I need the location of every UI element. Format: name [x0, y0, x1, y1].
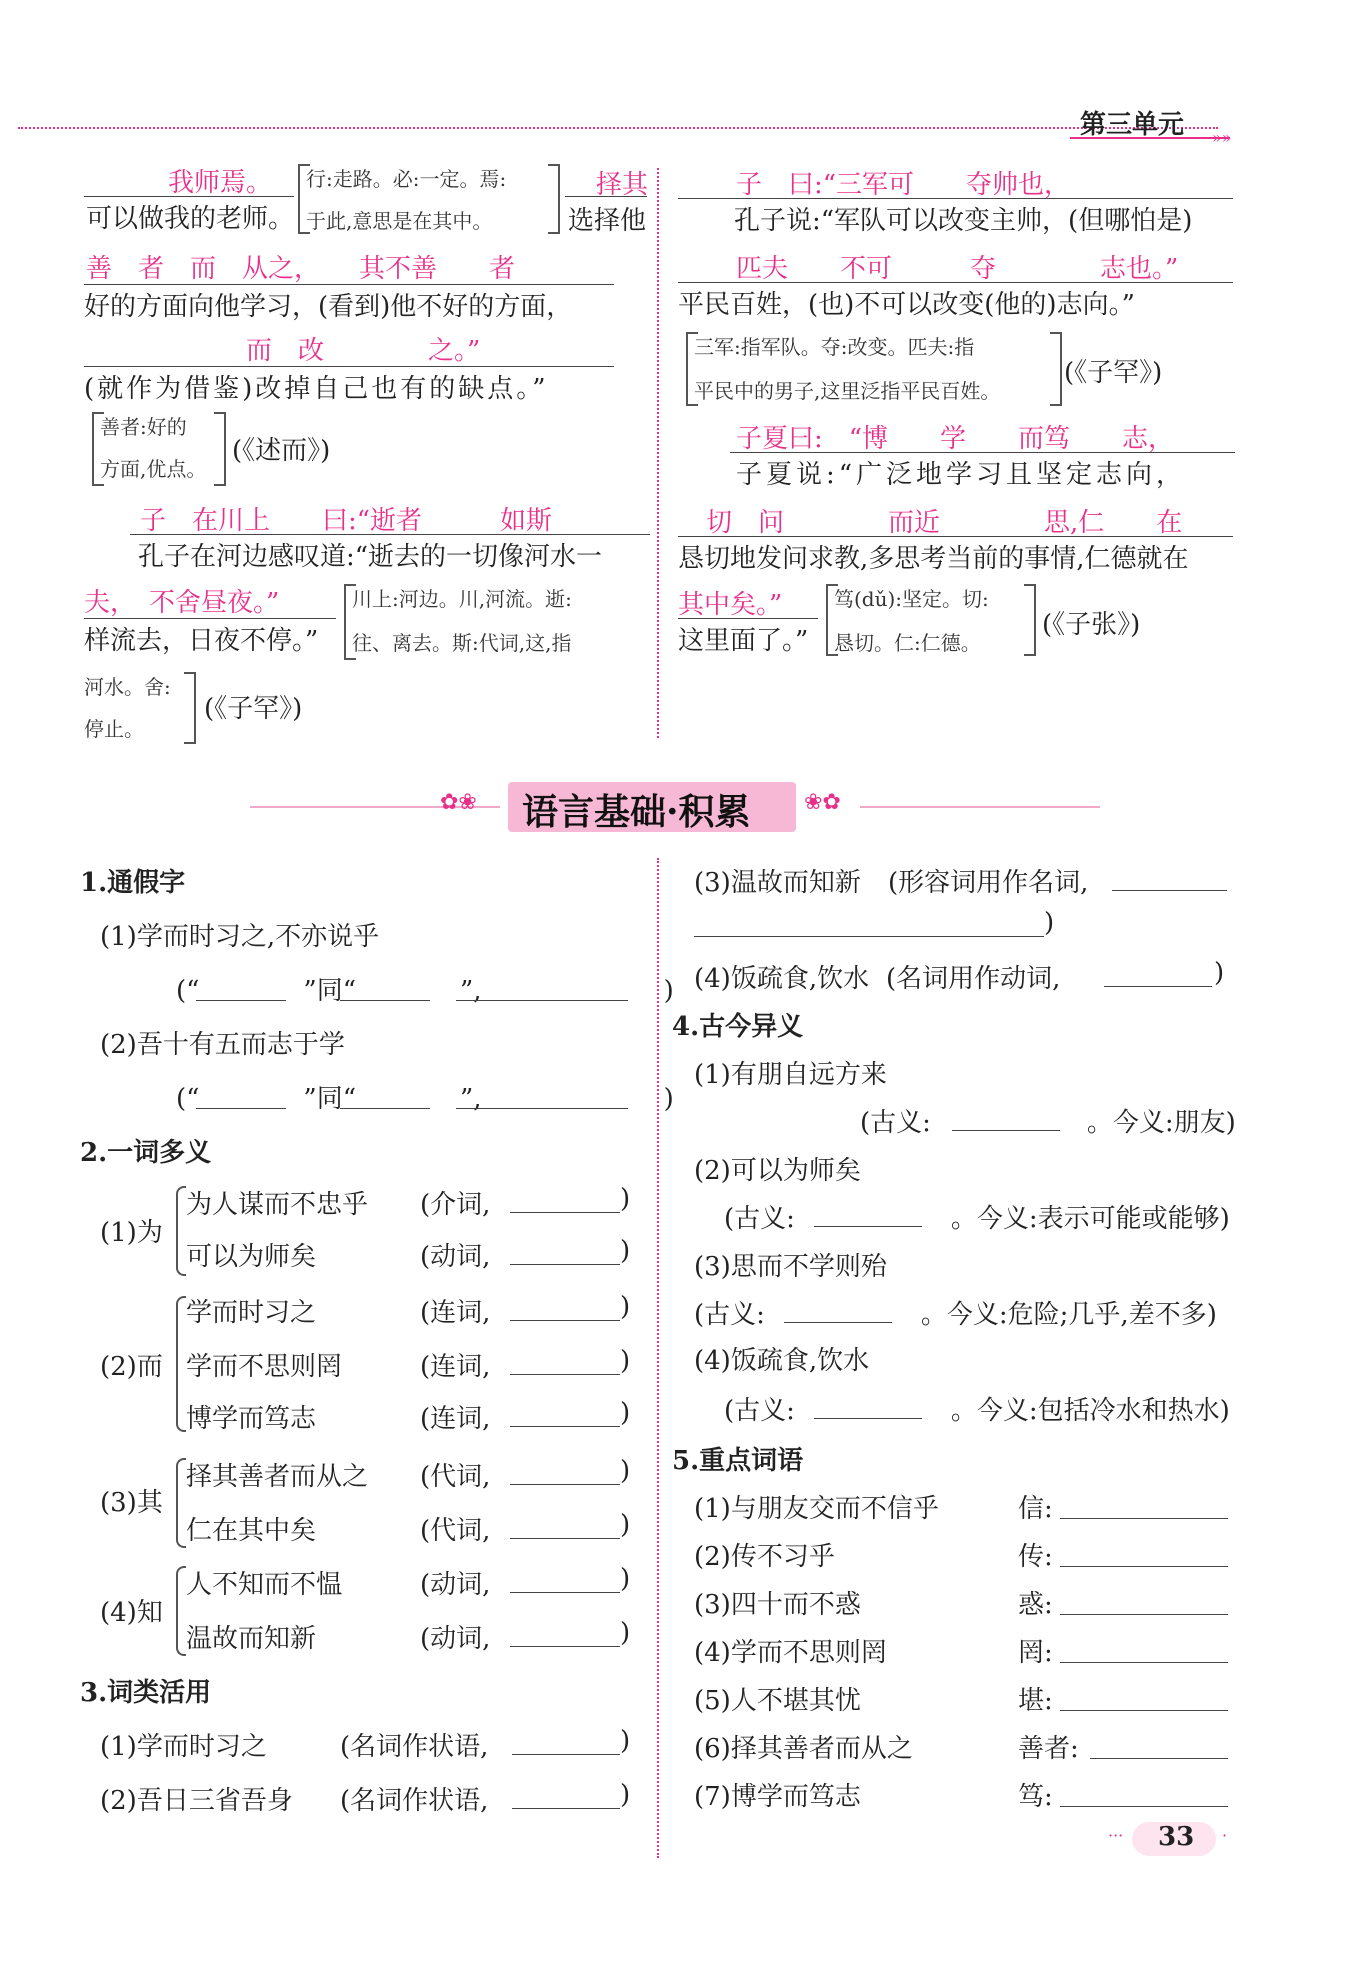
blank-line[interactable]: [196, 1108, 286, 1109]
q2-4-a: 人不知而不愠: [186, 1570, 343, 1600]
blank-line[interactable]: [510, 1592, 620, 1593]
q5-item-key: 笃:: [1018, 1782, 1053, 1812]
q1-2-fill[interactable]: (“ ”同“ ”, ): [176, 1084, 674, 1114]
page-number: 33: [1158, 1822, 1195, 1852]
note-bracket-right: [1050, 332, 1062, 406]
q2-4-b: 温故而知新: [186, 1624, 317, 1654]
note-bracket-right: [214, 412, 226, 486]
left-p3-pink: 而 改 之。”: [246, 336, 481, 366]
close-paren: ): [620, 1236, 631, 1266]
right-p5-note2: 恳切。仁:仁德。: [834, 631, 981, 655]
underline: [678, 198, 1233, 199]
right-p4-pink: 切 问 而近 思,仁 在: [706, 508, 1183, 538]
blank-line[interactable]: [510, 1320, 620, 1321]
blank-line[interactable]: [512, 1754, 620, 1755]
blank-line[interactable]: [814, 1418, 922, 1419]
q4-1: (1)有朋自远方来: [694, 1060, 887, 1090]
section-title: 语言基础·积累: [522, 791, 751, 833]
q2-1-label: (1)为: [100, 1218, 163, 1248]
q3-4-type: (名词用作动词,: [886, 964, 1061, 994]
blank-line[interactable]: [1060, 1518, 1228, 1519]
underline: [84, 618, 336, 619]
blank-line[interactable]: [340, 1108, 430, 1109]
column-divider-bottom: [657, 858, 659, 1858]
underline: [678, 618, 818, 619]
underline: [678, 282, 1233, 283]
brace: [176, 1296, 186, 1432]
blank-line[interactable]: [510, 1646, 620, 1647]
right-p2-note2: 平民中的男子,这里泛指平民百姓。: [694, 379, 1001, 403]
q5-item-question: (4)学而不思则罔: [694, 1638, 887, 1668]
left-p5-trans: 样流去，日夜不停。”: [84, 626, 319, 656]
q2-3-a: 择其善者而从之: [186, 1462, 369, 1492]
q3-2: (2)吾日三省吾身: [100, 1786, 293, 1816]
underline: [730, 452, 1235, 453]
blank-line[interactable]: [1060, 1566, 1228, 1567]
q2-2-a: 学而时习之: [186, 1298, 317, 1328]
left-p5-pink: 夫， 不舍昼夜。”: [84, 588, 280, 618]
q2-1-b: 可以为师矣: [186, 1242, 317, 1272]
close-paren: ): [620, 1564, 631, 1594]
close-paren: ): [620, 1618, 631, 1648]
q5-title: 5.重点词语: [672, 1446, 804, 1476]
blank-line[interactable]: [510, 1374, 620, 1375]
q2-4-a-type: (动词,: [420, 1570, 491, 1600]
left-p4-trans: 孔子在河边感叹道:“逝去的一切像河水一: [138, 542, 603, 572]
left-p2-trans: 好的方面向他学习，(看到)他不好的方面，: [84, 292, 573, 322]
left-p1-note2: 于此,意思是在其中。: [306, 209, 493, 233]
right-p2-pink: 匹夫 不可 夺 志也。”: [736, 254, 1179, 284]
header-unit: 第三单元: [1080, 110, 1185, 140]
q2-1-a-type: (介词,: [420, 1190, 491, 1220]
q5-item-key: 惑:: [1018, 1590, 1053, 1620]
blank-line[interactable]: [456, 1000, 628, 1001]
page-number-dots-icon: ···: [1108, 1826, 1124, 1845]
q5-item-key: 堪:: [1018, 1686, 1053, 1716]
q3-3: (3)温故而知新: [694, 868, 861, 898]
blank-line[interactable]: [340, 1000, 430, 1001]
underline: [565, 196, 647, 197]
banner-line-right: [860, 806, 1100, 808]
q3-title: 3.词类活用: [80, 1678, 212, 1708]
q3-4: (4)饭疏食,饮水: [694, 964, 870, 994]
left-p3-note2: 方面,优点。: [100, 457, 207, 481]
close-paren: ): [1044, 908, 1055, 938]
q4-2: (2)可以为师矣: [694, 1156, 861, 1186]
q4-2-fill[interactable]: (古义: 。今义:表示可能或能够): [724, 1204, 1230, 1234]
blank-line[interactable]: [1060, 1614, 1228, 1615]
q2-2-b: 学而不思则罔: [186, 1352, 343, 1382]
q5-item-question: (1)与朋友交而不信乎: [694, 1494, 939, 1524]
q5-item-key: 善者:: [1018, 1734, 1079, 1764]
brace: [176, 1186, 186, 1276]
q2-2-c: 博学而笃志: [186, 1404, 317, 1434]
q1-title: 1.通假字: [80, 868, 186, 898]
right-p2-note1: 三军:指军队。夺:改变。匹夫:指: [694, 335, 975, 359]
q3-1: (1)学而时习之: [100, 1732, 267, 1762]
left-p5-note3: 河水。舍:: [84, 675, 171, 699]
left-p5-note1: 川上:河边。川,河流。逝:: [352, 587, 572, 611]
close-paren: ): [620, 1456, 631, 1486]
left-p1-trans2: 选择他: [568, 206, 647, 236]
q5-item-question: (2)传不习乎: [694, 1542, 835, 1572]
header-arrow-icon: »»: [1212, 128, 1232, 147]
q3-2-type: (名词作状语,: [340, 1786, 489, 1816]
blank-line[interactable]: [512, 1808, 620, 1809]
blank-line[interactable]: [1060, 1662, 1228, 1663]
q5-item-key: 罔:: [1018, 1638, 1053, 1668]
right-p1-pink: 子 曰:“三军可 夺帅也，: [736, 170, 1071, 200]
column-divider-top: [657, 168, 659, 738]
left-p1-pink2: 择其: [596, 170, 649, 200]
q3-1-type: (名词作状语,: [340, 1732, 489, 1762]
left-p1-note1: 行:走路。必:一定。焉:: [306, 167, 507, 191]
right-p5-pink: 其中矣。”: [678, 590, 783, 620]
blank-line[interactable]: [196, 1000, 286, 1001]
blank-line[interactable]: [510, 1212, 620, 1213]
left-p4-pink: 子 在川上 曰:“逝者 如斯: [140, 506, 553, 536]
right-p1-trans: 孔子说:“军队可以改变主帅，(但哪怕是): [734, 206, 1193, 236]
close-paren: ): [1214, 958, 1225, 988]
banner-swirl-left-icon: ✿❀: [440, 790, 477, 815]
right-p3-trans: 子夏说:“广泛地学习且坚定志向，: [736, 460, 1187, 490]
header-dotted-line: [18, 127, 1218, 129]
right-p4-trans: 恳切地发问求教,多思考当前的事情,仁德就在: [678, 544, 1189, 574]
close-paren: ): [620, 1726, 631, 1756]
blank-line[interactable]: [1060, 1806, 1228, 1807]
close-paren: ): [620, 1292, 631, 1322]
q1-1-fill[interactable]: (“ ”同“ ”, ): [176, 976, 674, 1006]
close-paren: ): [620, 1184, 631, 1214]
q5-item-key: 传:: [1018, 1542, 1053, 1572]
q2-2-b-type: (连词,: [420, 1352, 491, 1382]
page-number-dots-right-icon: ·: [1222, 1826, 1228, 1845]
right-p2-source: (《子罕》): [1064, 358, 1163, 388]
q4-3-fill[interactable]: (古义: 。今义:危险;几乎,差不多): [694, 1300, 1217, 1330]
q2-1-b-type: (动词,: [420, 1242, 491, 1272]
q2-2-c-type: (连词,: [420, 1404, 491, 1434]
left-p5-note4: 停止。: [84, 717, 144, 741]
blank-line[interactable]: [510, 1484, 620, 1485]
q2-2-a-type: (连词,: [420, 1298, 491, 1328]
right-p3-pink: 子夏曰: “博 学 而笃 志，: [736, 424, 1175, 454]
blank-line[interactable]: [1112, 890, 1227, 891]
q5-item-question: (6)择其善者而从之: [694, 1734, 913, 1764]
underline: [84, 366, 614, 367]
header-underline: [1070, 137, 1230, 139]
close-paren: ): [620, 1346, 631, 1376]
blank-line[interactable]: [510, 1538, 620, 1539]
close-paren: ): [620, 1510, 631, 1540]
left-p5-note2: 往、离去。斯:代词,这,指: [352, 631, 572, 655]
q5-item-question: (5)人不堪其忧: [694, 1686, 861, 1716]
q1-2: (2)吾十有五而志于学: [100, 1030, 345, 1060]
left-p2-pink: 善 者 而 从之， 其不善 者: [86, 254, 516, 284]
q5-item-key: 信:: [1018, 1494, 1053, 1524]
blank-line[interactable]: [1090, 1758, 1228, 1759]
blank-line[interactable]: [456, 1108, 628, 1109]
left-p1-pink: 我师焉。: [168, 168, 273, 198]
note-bracket-right: [1024, 584, 1036, 656]
q2-3-b: 仁在其中矣: [186, 1516, 317, 1546]
blank-line[interactable]: [694, 936, 1044, 937]
blank-line[interactable]: [1060, 1710, 1228, 1711]
left-p1-trans: 可以做我的老师。: [86, 204, 295, 234]
blank-line[interactable]: [784, 1322, 892, 1323]
blank-line[interactable]: [1104, 986, 1212, 987]
q2-4-b-type: (动词,: [420, 1624, 491, 1654]
q2-3-label: (3)其: [100, 1488, 163, 1518]
left-p5-source: (《子罕》): [204, 694, 303, 724]
q2-1-a: 为人谋而不忠乎: [186, 1190, 369, 1220]
q5-item-question: (7)博学而笃志: [694, 1782, 861, 1812]
q5-item-question: (3)四十而不惑: [694, 1590, 861, 1620]
left-p3-source: (《述而》): [232, 436, 331, 466]
banner-swirl-right-icon: ❀✿: [804, 790, 841, 815]
blank-line[interactable]: [814, 1226, 922, 1227]
q4-1-fill[interactable]: (古义: 。今义:朋友): [860, 1108, 1236, 1138]
right-p5-note1: 笃(dǔ):坚定。切:: [834, 587, 989, 611]
right-p5-trans: 这里面了。”: [678, 626, 809, 656]
left-p3-trans: (就作为借鉴)改掉自己也有的缺点。”: [84, 374, 549, 404]
left-p3-note1: 善者:好的: [100, 415, 187, 439]
brace: [176, 1566, 186, 1656]
close-paren: ): [620, 1780, 631, 1810]
brace: [176, 1458, 186, 1548]
q3-3-type: (形容词用作名词,: [888, 868, 1089, 898]
note-bracket-right: [548, 164, 560, 234]
q4-4: (4)饭疏食,饮水: [694, 1346, 870, 1376]
q2-title: 2.一词多义: [80, 1138, 212, 1168]
underline: [130, 534, 650, 535]
q4-3: (3)思而不学则殆: [694, 1252, 887, 1282]
underline: [84, 284, 614, 285]
q2-3-b-type: (代词,: [420, 1516, 491, 1546]
blank-line[interactable]: [510, 1264, 620, 1265]
close-paren: ): [620, 1398, 631, 1428]
right-p5-source: (《子张》): [1042, 610, 1141, 640]
q2-4-label: (4)知: [100, 1598, 163, 1628]
blank-line[interactable]: [952, 1130, 1060, 1131]
underline: [678, 536, 1233, 537]
q1-1: (1)学而时习之,不亦说乎: [100, 922, 380, 952]
right-p2-trans: 平民百姓，(也)不可以改变(他的)志向。”: [678, 290, 1135, 320]
note-bracket-right: [184, 672, 196, 744]
underline: [84, 196, 294, 197]
blank-line[interactable]: [510, 1426, 620, 1427]
q4-title: 4.古今异义: [672, 1012, 804, 1042]
q2-2-label: (2)而: [100, 1352, 163, 1382]
q4-4-fill[interactable]: (古义: 。今义:包括冷水和热水): [724, 1396, 1230, 1426]
q2-3-a-type: (代词,: [420, 1462, 491, 1492]
